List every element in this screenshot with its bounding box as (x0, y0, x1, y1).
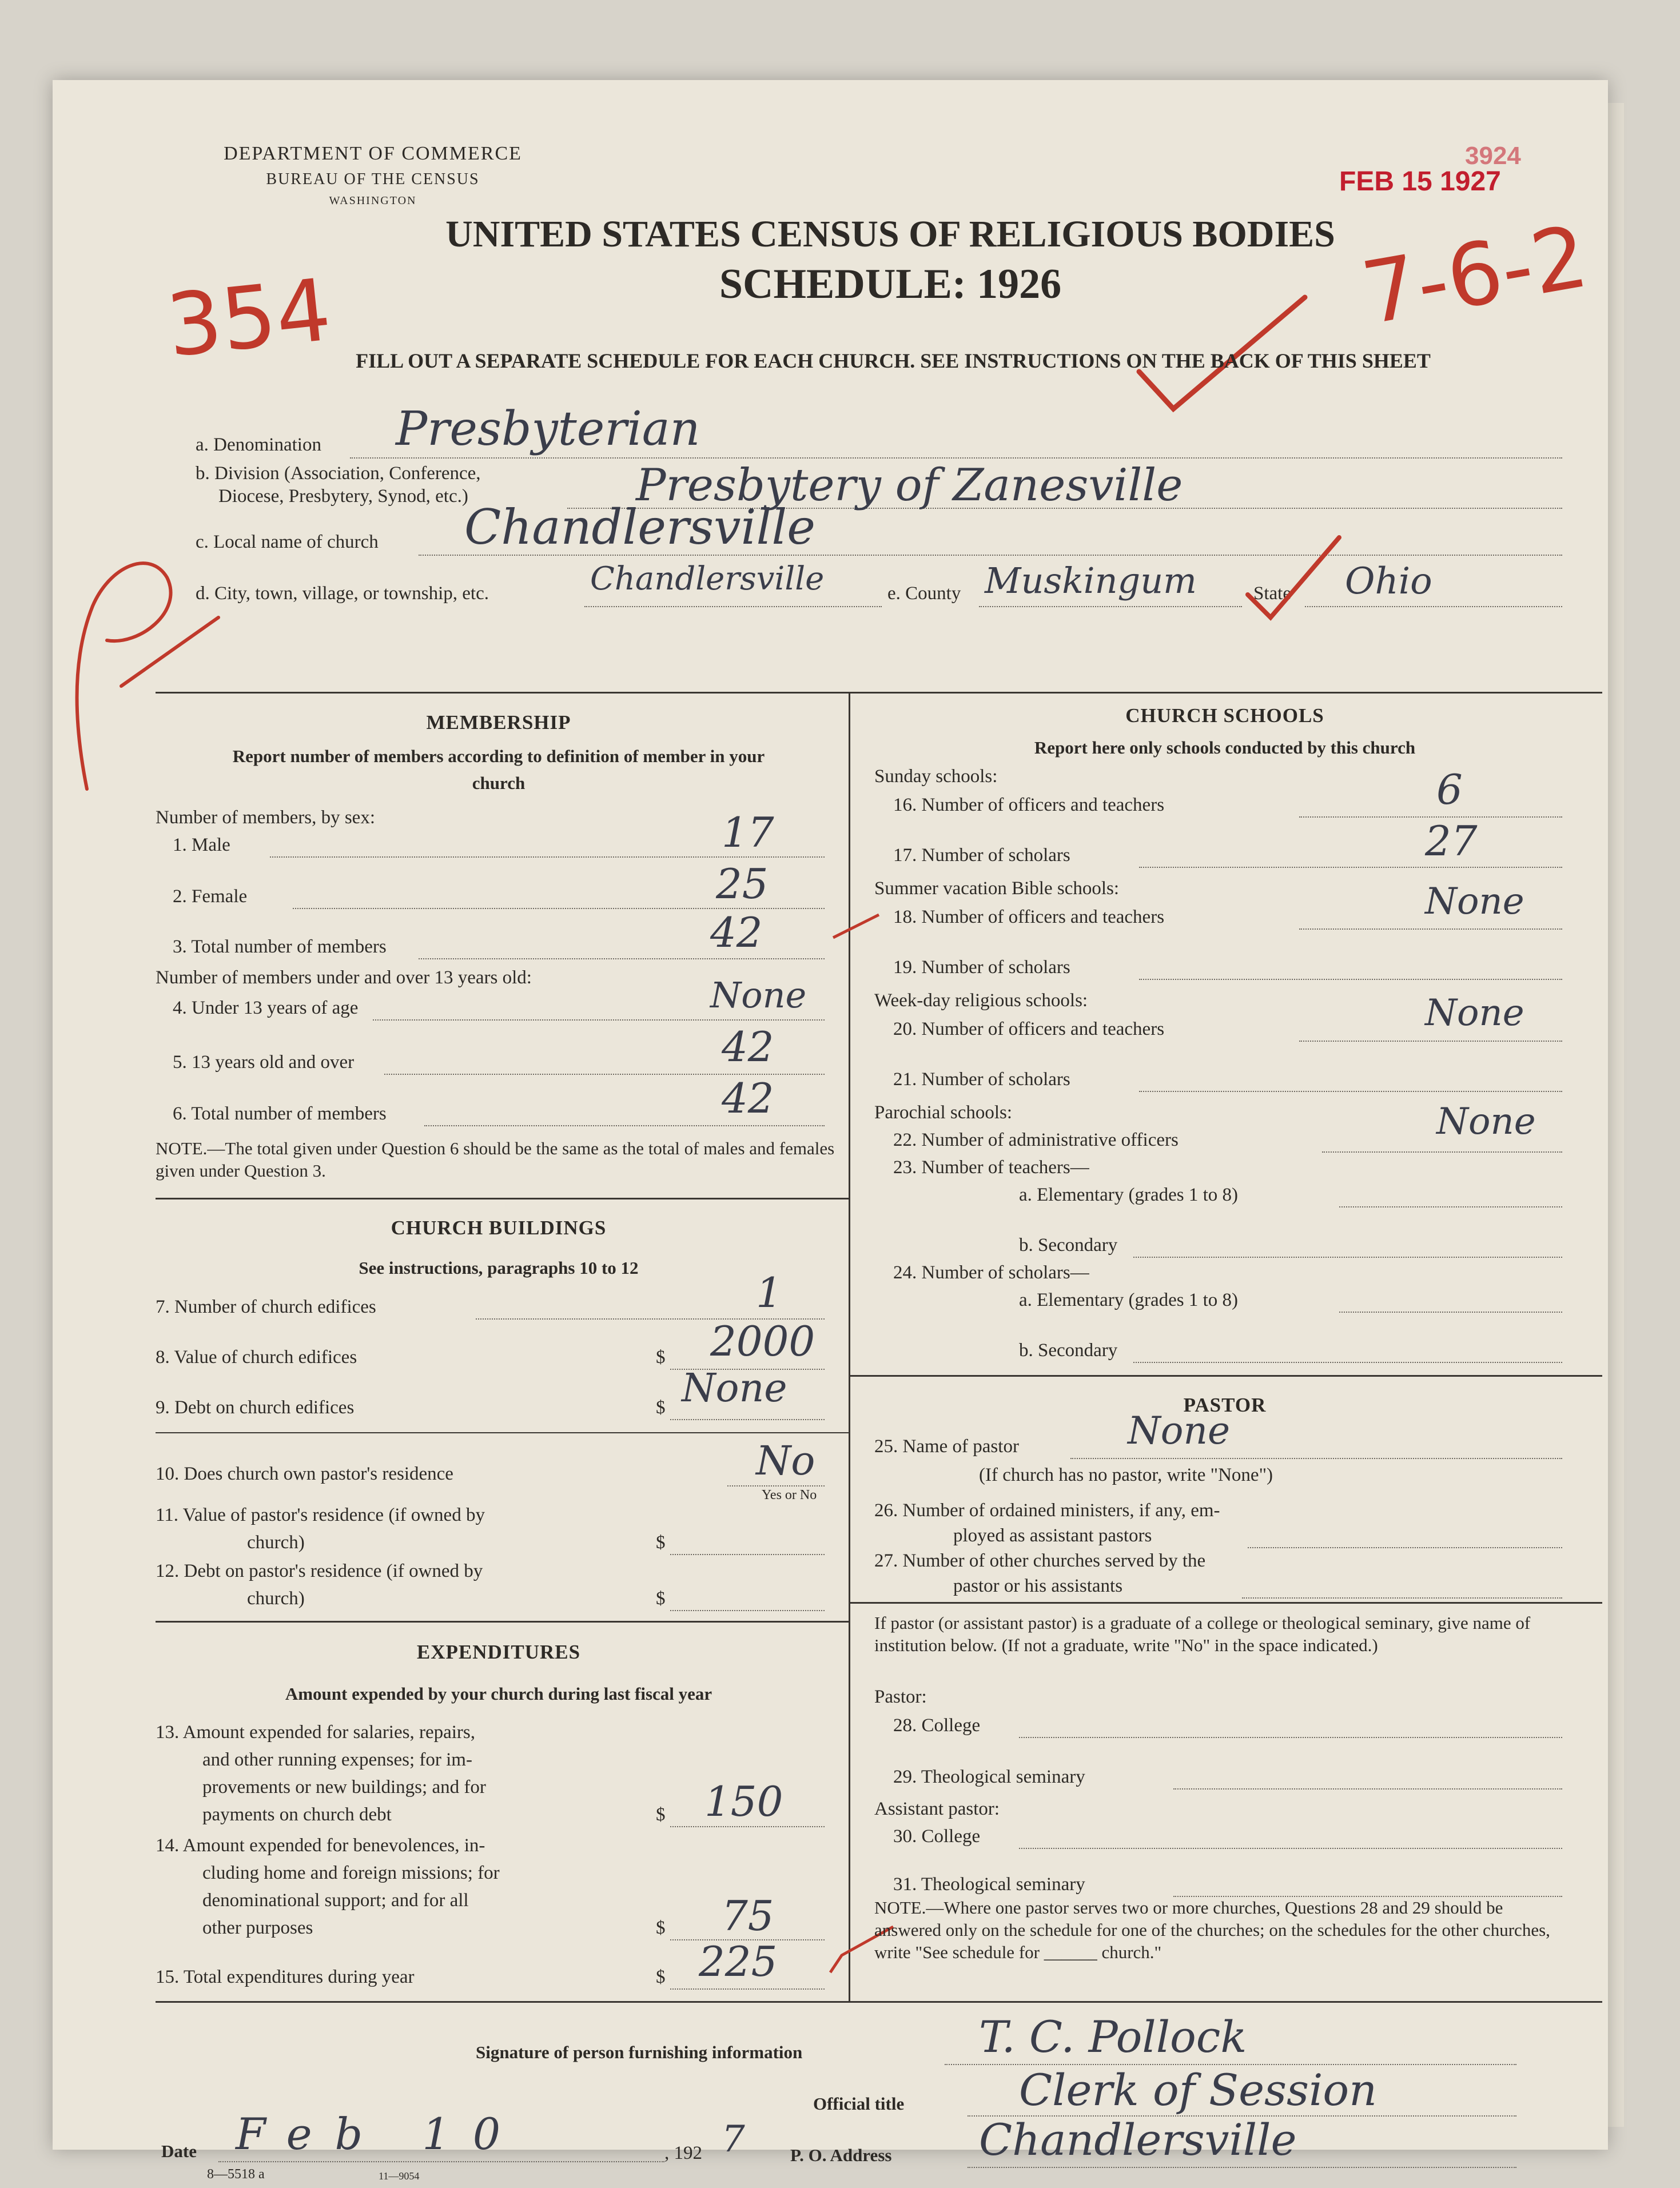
q7-label: 7. Number of church edifices (156, 1297, 376, 1317)
pastor-note: NOTE.—Where one pastor serves two or more churches, Questions 28 and 29 should be answered only on the schedule for one of the churches; on the schedules for the other churches, write "See schedule for ______ church." (874, 1898, 1550, 1962)
q22-line (1322, 1151, 1562, 1153)
q30-label: 30. College (893, 1826, 981, 1847)
q26-label-2: ployed as assistant pastors (953, 1525, 1152, 1546)
q26-label-1: 26. Number of ordained ministers, if any, em- (874, 1500, 1220, 1521)
q12-label-1: 12. Debt on pastor's residence (if owned by (156, 1561, 483, 1581)
q4-label: 4. Under 13 years of age (173, 998, 359, 1018)
q2-label: 2. Female (173, 886, 248, 907)
county-value[interactable]: Muskingum (985, 560, 1197, 601)
city-value[interactable]: Chandlersville (590, 560, 825, 597)
q11-line (670, 1554, 825, 1555)
q11-label-1: 11. Value of pastor's residence (if owned by (156, 1505, 485, 1525)
q24a-label: a. Elementary (grades 1 to 8) (1019, 1290, 1239, 1310)
q10-line (727, 1485, 825, 1486)
local-name-value[interactable]: Chandlersville (464, 499, 815, 555)
pastor-sublabel: Pastor: (874, 1687, 927, 1707)
q1-male-value[interactable]: 17 (722, 808, 774, 856)
denomination-label: a. Denomination (196, 435, 321, 455)
red-margin-mark (53, 515, 236, 812)
q15-total-expenditures-value[interactable]: 225 (699, 1938, 778, 1986)
q27-label-1: 27. Number of other churches served by the (874, 1551, 1206, 1571)
q29-label: 29. Theological seminary (893, 1767, 1085, 1787)
q13-label-3: provements or new buildings; and for (202, 1777, 486, 1798)
q27-label-2: pastor or his assistants (953, 1576, 1123, 1596)
q21-label: 21. Number of scholars (893, 1069, 1070, 1090)
buildings-title: CHURCH BUILDINGS (391, 1217, 607, 1239)
county-line (979, 606, 1242, 607)
division-label-1: b. Division (Association, Conference, (196, 463, 481, 484)
q18-summer-teachers-value[interactable]: None (1425, 880, 1524, 923)
q13-label-4: payments on church debt (202, 1804, 392, 1825)
membership-subtitle: Report number of members according to definition of member in your church (232, 746, 765, 793)
official-title-label: Official title (813, 2094, 905, 2114)
schools-title: CHURCH SCHOOLS (1125, 704, 1324, 727)
q11-label-2: church) (247, 1532, 305, 1553)
rule-bottom (156, 2001, 1602, 2003)
red-check-county (1242, 532, 1345, 623)
q12-label-2: church) (247, 1588, 305, 1609)
q19-label: 19. Number of scholars (893, 957, 1070, 978)
q20-line (1299, 1041, 1562, 1042)
city-heading: WASHINGTON (329, 194, 417, 207)
form-title: UNITED STATES CENSUS OF RELIGIOUS BODIES (445, 213, 1335, 255)
q8-dollar: $ (656, 1347, 666, 1368)
left-file-number-mark: 354 (162, 260, 336, 377)
q13-dollar: $ (656, 1804, 666, 1825)
q14-label-4: other purposes (202, 1918, 313, 1938)
denomination-line (350, 457, 1562, 459)
print-number: 11—9054 (379, 2170, 420, 2182)
q17-line (1139, 867, 1562, 868)
q23-label: 23. Number of teachers— (893, 1157, 1089, 1178)
graduate-note: If pastor (or assistant pastor) is a graduate of a college or theological seminary, give name of institution below. (If not a graduate, write "No" in the space indicated.) (874, 1613, 1531, 1655)
q17-sunday-scholars-value[interactable]: 27 (1425, 817, 1478, 865)
q6-line (424, 1125, 825, 1126)
stamp-number: 3924 (1465, 142, 1521, 170)
q18-label: 18. Number of officers and teachers (893, 907, 1165, 927)
expenditures-subtitle: Amount expended by your church during last fiscal year (285, 1684, 712, 1704)
signature-label: Signature of person furnishing information (476, 2042, 803, 2062)
q14-label-1: 14. Amount expended for benevolences, in- (156, 1835, 485, 1856)
q15-label: 15. Total expenditures during year (156, 1967, 415, 1987)
membership-note: NOTE.—The total given under Question 6 should be the same as the total of males and females given under Question 3. (156, 1138, 835, 1181)
q13-label-1: 13. Amount expended for salaries, repairs, (156, 1722, 476, 1743)
city-label: d. City, town, village, or township, etc. (196, 583, 489, 604)
age-intro-label: Number of members under and over 13 years old: (156, 967, 532, 988)
state-label: State (1253, 583, 1291, 604)
q11-dollar: $ (656, 1532, 666, 1553)
q13-running-expenses-value[interactable]: 150 (704, 1777, 783, 1826)
q15-line (670, 1988, 825, 1990)
po-address-value[interactable]: Chandlersville (979, 2114, 1297, 2165)
county-label: e. County (887, 583, 961, 604)
q5-label: 5. 13 years old and over (173, 1052, 355, 1073)
q29-line (1173, 1788, 1562, 1790)
separate-schedule-instruction: FILL OUT A SEPARATE SCHEDULE FOR EACH CHURCH. SEE INSTRUCTIONS ON THE BACK OF THIS SHEET (356, 349, 1431, 372)
q24b-line (1133, 1362, 1562, 1363)
q22-label: 22. Number of administrative officers (893, 1130, 1179, 1150)
q25-line (1070, 1458, 1562, 1459)
schedule-title: SCHEDULE: 1926 (719, 261, 1062, 308)
q4-line (373, 1019, 825, 1021)
denomination-value[interactable]: Presbyterian (396, 402, 700, 456)
q27-line (1242, 1597, 1562, 1599)
q19-line (1139, 979, 1562, 980)
year-value[interactable]: 7 (722, 2118, 745, 2161)
census-schedule-page (53, 80, 1608, 2182)
q5-over13-value[interactable]: 42 (722, 1023, 774, 1071)
rule-buildings-mid (156, 1432, 849, 1433)
q14-benevolences-value[interactable]: 75 (722, 1892, 774, 1940)
date-label: Date (161, 2141, 197, 2161)
red-check-q3 (830, 909, 882, 955)
po-address-label: P. O. Address (790, 2145, 892, 2165)
weekday-schools-label: Week-day religious schools: (874, 990, 1088, 1011)
q3-line (419, 958, 825, 959)
q14-label-2: cluding home and foreign missions; for (202, 1863, 500, 1883)
state-value[interactable]: Ohio (1345, 560, 1432, 603)
q6-total-value[interactable]: 42 (722, 1074, 774, 1122)
date-line (218, 2161, 664, 2162)
q17-label: 17. Number of scholars (893, 845, 1070, 866)
membership-title: MEMBERSHIP (426, 711, 571, 734)
q30-line (1019, 1848, 1562, 1849)
q1-line (270, 856, 825, 858)
q28-label: 28. College (893, 1715, 981, 1736)
sunday-schools-label: Sunday schools: (874, 766, 998, 787)
q2-female-value[interactable]: 25 (716, 860, 769, 908)
q23b-line (1133, 1257, 1562, 1258)
q26-line (1248, 1547, 1562, 1548)
rule-schools-bottom (850, 1375, 1602, 1377)
parochial-schools-label: Parochial schools: (874, 1102, 1013, 1123)
q21-line (1139, 1091, 1562, 1092)
q1-label: 1. Male (173, 835, 230, 855)
q20-weekday-teachers-value[interactable]: None (1425, 992, 1524, 1034)
q8-value-edifices[interactable]: 2000 (710, 1317, 815, 1365)
local-name-label: c. Local name of church (196, 532, 379, 552)
q16-sunday-teachers-value[interactable]: 6 (1436, 766, 1463, 814)
q9-debt-value[interactable]: None (682, 1366, 787, 1411)
q24-label: 24. Number of scholars— (893, 1262, 1089, 1283)
q12-line (670, 1610, 825, 1611)
rule-buildings-bottom (156, 1621, 849, 1623)
q10-yes-no-hint: Yes or No (762, 1488, 817, 1502)
q10-residence-value[interactable]: No (756, 1437, 815, 1484)
q25-hint: (If church has no pastor, write "None") (979, 1465, 1273, 1485)
q18-line (1299, 928, 1562, 930)
q28-line (1019, 1737, 1562, 1738)
schools-subtitle: Report here only schools conducted by this church (1034, 738, 1416, 758)
division-label-2: Diocese, Presbytery, Synod, etc.) (218, 486, 468, 507)
q31-label: 31. Theological seminary (893, 1874, 1085, 1895)
q12-dollar: $ (656, 1588, 666, 1609)
q3-label: 3. Total number of members (173, 936, 387, 957)
q22-administrative-officers-value[interactable]: None (1436, 1101, 1536, 1143)
top-rule (156, 692, 1602, 694)
city-line (584, 606, 882, 607)
q14-label-3: denominational support; and for all (202, 1890, 469, 1911)
official-title-value[interactable]: Clerk of Session (1019, 2065, 1378, 2115)
summer-schools-label: Summer vacation Bible schools: (874, 878, 1120, 899)
received-date-stamp: FEB 15 1927 (1339, 166, 1501, 197)
q13-label-2: and other running expenses; for im- (202, 1749, 472, 1770)
members-by-sex-label: Number of members, by sex: (156, 807, 375, 828)
bureau-heading: BUREAU OF THE CENSUS (266, 170, 480, 188)
q20-label: 20. Number of officers and teachers (893, 1019, 1165, 1039)
q24b-label: b. Secondary (1019, 1340, 1118, 1361)
signature-value[interactable]: T. C. Pollock (979, 2011, 1247, 2062)
asst-pastor-sublabel: Assistant pastor: (874, 1799, 1000, 1819)
division-value[interactable]: Presbytery of Zanesville (636, 460, 1183, 511)
center-divider (849, 692, 850, 2001)
q16-label: 16. Number of officers and teachers (893, 795, 1165, 815)
form-number: 8—5518 a (207, 2167, 265, 2182)
q13-line (670, 1826, 825, 1827)
q23a-label: a. Elementary (grades 1 to 8) (1019, 1185, 1239, 1205)
q9-dollar: $ (656, 1397, 666, 1418)
q23b-label: b. Secondary (1019, 1235, 1118, 1256)
q7-edifices-value[interactable]: 1 (756, 1269, 782, 1317)
q8-label: 8. Value of church edifices (156, 1347, 357, 1368)
q14-dollar: $ (656, 1918, 666, 1938)
q10-label: 10. Does church own pastor's residence (156, 1464, 453, 1484)
buildings-subtitle: See instructions, paragraphs 10 to 12 (359, 1258, 639, 1278)
date-value[interactable]: Feb 10 (236, 2109, 524, 2159)
q3-total-value[interactable]: 42 (710, 908, 763, 956)
q4-under13-value[interactable]: None (710, 974, 807, 1016)
po-address-line (968, 2167, 1516, 2168)
right-code-mark: 7-6-2 (1355, 207, 1595, 344)
rule-pastor-mid (850, 1602, 1602, 1604)
expenditures-title: EXPENDITURES (416, 1641, 581, 1663)
pastor-title: PASTOR (1183, 1394, 1267, 1416)
q25-label: 25. Name of pastor (874, 1436, 1019, 1457)
q9-label: 9. Debt on church edifices (156, 1397, 355, 1418)
q23a-line (1339, 1206, 1562, 1207)
q9-line (670, 1419, 825, 1420)
q6-label: 6. Total number of members (173, 1103, 387, 1124)
q15-dollar: $ (656, 1967, 666, 1987)
rule-membership-bottom (156, 1198, 849, 1199)
q25-pastor-name-value[interactable]: None (1128, 1409, 1231, 1453)
department-heading: DEPARTMENT OF COMMERCE (224, 143, 522, 164)
q24a-line (1339, 1312, 1562, 1313)
year-prefix: , 192 (664, 2143, 702, 2163)
